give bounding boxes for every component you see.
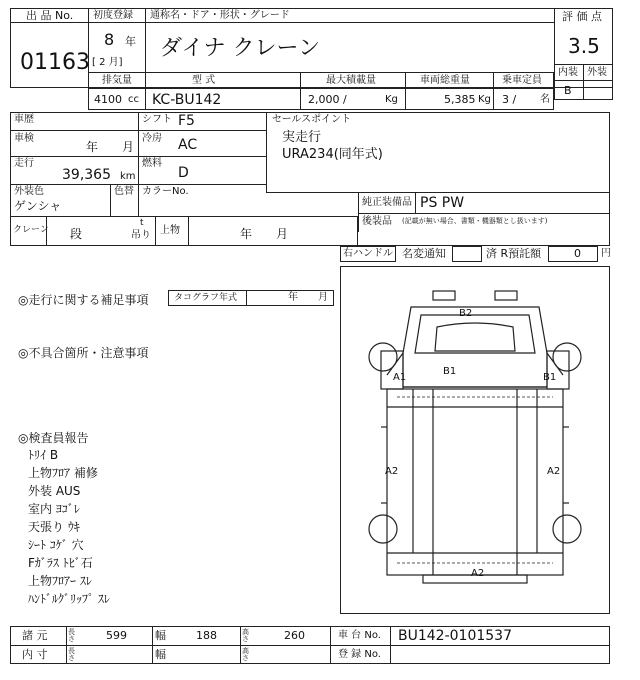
- first-reg-year: 8: [104, 30, 115, 49]
- width-label: 幅: [155, 629, 166, 642]
- aftermarket-label: 後装品: [362, 216, 392, 227]
- dims-length-label: 長さ: [68, 647, 75, 662]
- history-label: 車歴: [14, 114, 34, 125]
- aftermarket-note: (記載が無い場合、書類・機器類とし扱います): [402, 217, 548, 225]
- inspection-label: 車検: [14, 133, 34, 144]
- registration-label: 登 録 No.: [338, 649, 381, 660]
- first-reg-label: 初度登録: [93, 10, 133, 21]
- crane-row: [10, 216, 358, 246]
- inspector-item: 上物ﾌﾛｱ 補修: [28, 466, 98, 480]
- mileage-value: 39,365: [62, 167, 111, 183]
- dims-height-label: 高さ: [242, 647, 249, 662]
- capacity-unit: 名: [540, 94, 550, 105]
- color-code-label: カラーNo.: [142, 186, 189, 197]
- capacity-value: 3 /: [502, 93, 517, 106]
- gross-weight-value: 5,385: [444, 93, 476, 106]
- recycle-unit: 円: [601, 248, 611, 259]
- sales-point-2: URA234(同年式): [282, 147, 383, 162]
- mark-a2-left: A2: [385, 466, 399, 477]
- first-reg-month: [ 2 月]: [92, 57, 123, 68]
- displacement-value: 4100: [94, 93, 122, 106]
- inspector-item: ﾊﾝﾄﾞﾙｸﾞﾘｯﾌﾟ ｽﾚ: [28, 592, 110, 606]
- shift-label: シフト: [142, 114, 172, 125]
- color-label: 外装色: [14, 186, 44, 197]
- max-load-value: 2,000 /: [308, 93, 347, 106]
- sales-point-1: 実走行: [282, 130, 322, 145]
- color-value: ゲンシャ: [14, 199, 62, 213]
- color-change-label: 色替: [114, 186, 134, 197]
- crane-label: クレーン: [13, 225, 49, 235]
- mark-a2-bottom: A2: [471, 568, 485, 579]
- lot-label: 出 品 No.: [26, 9, 74, 22]
- recycle-box: [548, 246, 598, 262]
- inspector-item: Fｶﾞﾗｽ ﾄﾋﾞ石: [28, 556, 93, 570]
- vehicle-diagram: [340, 266, 610, 614]
- score-label: 評 価 点: [562, 10, 602, 23]
- rhd-label: 右ハンドル: [343, 248, 393, 259]
- inspection-year-unit: 年: [86, 140, 99, 154]
- gross-weight-unit: Kg: [478, 94, 491, 105]
- shift-value: F5: [178, 113, 195, 129]
- ac-value: AC: [178, 137, 198, 153]
- dims-width-label: 幅: [155, 648, 166, 661]
- vehicle-name: ダイナ クレーン: [160, 36, 321, 61]
- chassis-label: 車 台 No.: [338, 630, 381, 641]
- name-label: 通称名・ドア・形状・グレード: [150, 10, 290, 21]
- dims-label: 内 寸: [22, 648, 48, 661]
- mileage-unit: km: [120, 171, 136, 182]
- inspector-item: 天張り ｳｷ: [28, 520, 80, 534]
- mark-b1-left: B1: [443, 366, 457, 377]
- interior-label: 内装: [558, 67, 578, 78]
- ac-label: 冷房: [142, 133, 162, 144]
- fuel-label: 燃料: [142, 158, 162, 169]
- model-value: KC-BU142: [152, 92, 222, 108]
- crane-year: 年: [240, 227, 253, 241]
- inspector-list: [28, 446, 208, 608]
- score-value: 3.5: [568, 34, 600, 58]
- crane-stage: 段: [70, 227, 83, 241]
- height-label: 高さ: [242, 628, 249, 643]
- mark-b2: B2: [459, 308, 473, 319]
- mileage-label: 走行: [14, 158, 34, 169]
- equipment-label: 純正装備品: [362, 197, 412, 208]
- gross-weight-label: 車両総重量: [420, 75, 470, 86]
- first-reg-year-unit: 年: [125, 35, 136, 48]
- equipment-value: PS PW: [420, 195, 465, 211]
- recycle-label: 済 R預託額: [486, 247, 542, 260]
- max-load-label: 最大積載量: [326, 75, 376, 86]
- crane-hoist: 吊り: [131, 230, 151, 241]
- mark-a1: A1: [393, 372, 407, 383]
- fuel-value: D: [178, 165, 189, 181]
- lot-number: 01163: [20, 50, 90, 75]
- sales-point-label: セールスポイント: [272, 114, 352, 125]
- mark-a2-right: A2: [547, 466, 561, 477]
- width-value: 188: [196, 629, 217, 642]
- inspector-item: 室内 ﾖｺﾞﾚ: [28, 502, 80, 516]
- length-label: 長さ: [68, 628, 75, 643]
- length-value: 599: [106, 629, 127, 642]
- tachograph-year: 年: [288, 292, 298, 303]
- chassis-value: BU142-0101537: [398, 628, 512, 644]
- name-change-label: 名変通知: [402, 247, 446, 260]
- defects-title: ◎不具合箇所・注意事項: [18, 346, 149, 360]
- capacity-label: 乗車定員: [502, 75, 542, 86]
- name-change-box: [452, 246, 482, 262]
- mark-b1-right: B1: [543, 372, 557, 383]
- max-load-unit: Kg: [385, 94, 398, 105]
- crane-month: 月: [276, 227, 289, 241]
- crane-ton: t: [140, 218, 144, 228]
- recycle-value: 0: [574, 247, 581, 260]
- model-label: 型 式: [192, 75, 216, 86]
- tachograph-label: タコグラフ年式: [174, 293, 238, 303]
- truck-outline: [341, 267, 609, 613]
- displacement-unit: cc: [128, 94, 139, 105]
- spec-label: 諸 元: [22, 629, 48, 642]
- inspector-item: 上物ﾌﾛｱｰ ｽﾚ: [28, 574, 92, 588]
- exterior-label: 外装: [587, 67, 607, 78]
- tachograph-month: 月: [318, 292, 328, 303]
- interior-grade: B: [564, 84, 572, 97]
- inspector-item: ｼｰﾄ ｺｹﾞ 穴: [28, 538, 84, 552]
- inspector-item: 外装 AUS: [28, 484, 81, 498]
- displacement-label: 排気量: [102, 75, 132, 86]
- height-value: 260: [284, 629, 305, 642]
- inspector-item: ﾄﾘｲ B: [28, 448, 59, 462]
- crane-top-label: 上物: [160, 225, 180, 236]
- inspection-month-unit: 月: [122, 140, 135, 154]
- inspector-title: ◎検査員報告: [18, 431, 89, 445]
- driving-notes-title: ◎走行に関する補足事項: [18, 293, 149, 307]
